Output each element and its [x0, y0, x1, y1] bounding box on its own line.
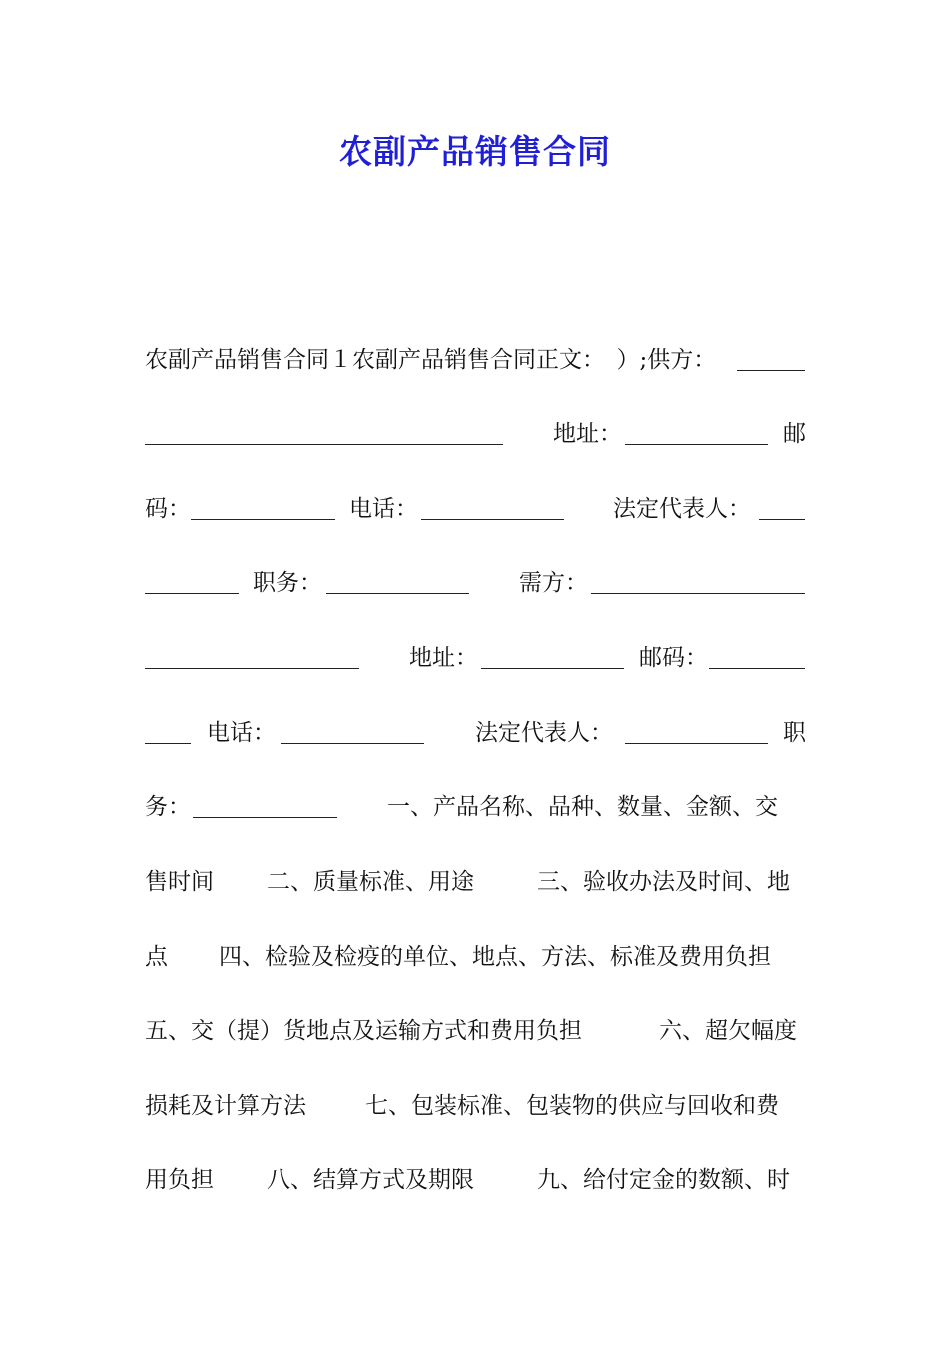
buyer-postcode-blank-cont [145, 743, 191, 744]
line-3-text-2: 电话： [349, 496, 418, 522]
line-6-text-3: 职 [783, 720, 806, 746]
buyer-name-blank-cont [145, 668, 359, 669]
line-1-text-1: 农副产品销售合同１农副产品销售合同正文： ）;供方： [145, 347, 717, 373]
text-line-5 [145, 638, 805, 678]
text-line-1 [145, 340, 805, 380]
buyer-title-blank [193, 817, 337, 818]
line-9-text-2: 四、检验及检疫的单位、地点、方法、标准及费用负担 [219, 944, 771, 970]
text-line-9 [145, 937, 805, 977]
line-12-text-1: 用负担 [145, 1167, 214, 1193]
text-line-8 [145, 862, 805, 902]
buyer-address-blank [481, 668, 624, 669]
document-title: 农副产品销售合同 [339, 132, 611, 171]
line-12-text-3: 九、给付定金的数额、时 [537, 1167, 790, 1193]
supplier-phone-blank [421, 519, 564, 520]
text-line-10 [145, 1011, 805, 1051]
line-6-text-2: 法定代表人： [475, 720, 613, 746]
line-9-text-1: 点 [145, 944, 168, 970]
text-line-2 [145, 414, 805, 454]
supplier-postcode-blank [191, 519, 335, 520]
line-8-text-3: 三、验收办法及时间、地 [537, 869, 790, 895]
text-line-11 [145, 1086, 805, 1126]
text-line-3 [145, 489, 805, 529]
line-3-text-3: 法定代表人： [613, 496, 751, 522]
line-7-text-1: 务： [145, 794, 191, 820]
supplier-address-blank [625, 444, 768, 445]
line-10-text-2: 六、超欠幅度 [659, 1018, 797, 1044]
buyer-rep-blank [625, 743, 768, 744]
text-line-7 [145, 787, 805, 827]
line-10-text-1: 五、交（提）货地点及运输方式和费用负担 [145, 1018, 582, 1044]
text-line-6 [145, 713, 805, 753]
buyer-postcode-blank [709, 668, 805, 669]
line-6-text-1: 电话： [207, 720, 276, 746]
text-line-12 [145, 1160, 805, 1200]
buyer-name-blank [591, 593, 805, 594]
supplier-rep-blank [759, 519, 805, 520]
text-line-4 [145, 563, 805, 603]
supplier-rep-blank-cont [145, 593, 239, 594]
line-11-text-1: 损耗及计算方法 [145, 1093, 306, 1119]
line-5-text-1: 地址： [409, 645, 478, 671]
line-4-text-1: 职务： [253, 570, 322, 596]
line-5-text-2: 邮码： [639, 645, 708, 671]
line-4-text-2: 需方： [519, 570, 588, 596]
line-8-text-2: 二、质量标准、用途 [267, 869, 474, 895]
line-2-text-1: 地址： [553, 421, 622, 447]
line-8-text-1: 售时间 [145, 869, 214, 895]
line-11-text-2: 七、包装标准、包装物的供应与回收和费 [365, 1093, 779, 1119]
line-2-text-2: 邮 [783, 421, 806, 447]
line-3-text-1: 码： [145, 496, 191, 522]
supplier-name-blank [737, 370, 805, 371]
buyer-phone-blank [281, 743, 424, 744]
line-7-text-2: 一、产品名称、品种、数量、金额、交 [387, 794, 778, 820]
line-12-text-2: 八、结算方式及期限 [267, 1167, 474, 1193]
supplier-name-blank-cont [145, 444, 503, 445]
supplier-title-blank [326, 593, 469, 594]
